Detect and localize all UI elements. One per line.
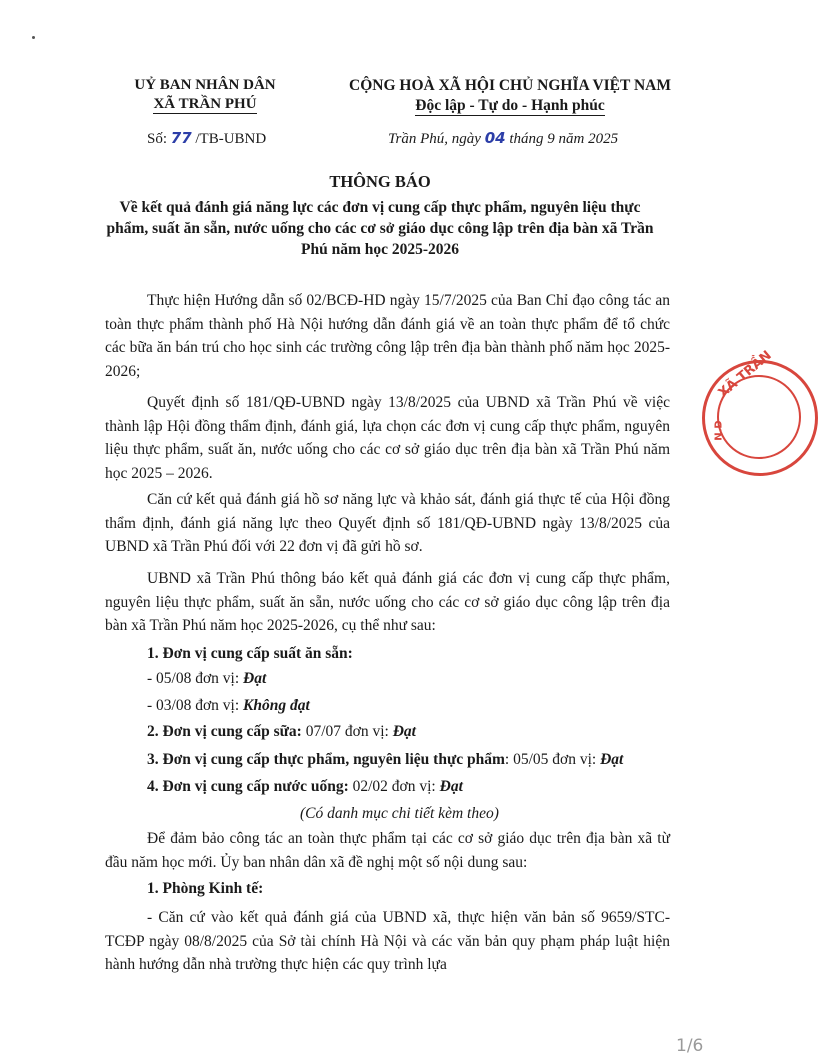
section-1-heading: 1. Phòng Kinh tế: — [147, 880, 264, 897]
paragraph-5: Để đảm bảo công tác an toàn thực phẩm tại các cơ sở giáo dục trên địa bàn xã từ đầu năm học mới. Ủy ban nhân dân xã đề nghị một số nội dung sau: — [105, 830, 670, 871]
result-4-status: Đạt — [439, 778, 463, 795]
seal-code: N.D — [713, 420, 725, 441]
result-1a-status: Đạt — [243, 670, 267, 687]
document-date — [388, 129, 618, 148]
result-3-heading: 3. Đơn vị cung cấp thực phẩm, nguyên liệu thực phẩm — [147, 751, 505, 768]
result-1b-count: - 03/08 đơn vị: — [147, 697, 240, 714]
result-1b-status: Không đạt — [243, 697, 310, 714]
result-item-3 — [147, 751, 623, 769]
result-1a-count: - 05/08 đơn vị: — [147, 670, 240, 687]
date-prefix: Trần Phú, ngày — [388, 131, 481, 147]
attachment-note: (Có danh mục chi tiết kèm theo) — [300, 805, 499, 822]
seal-text: XÃ TRẦN — [715, 348, 775, 401]
date-suffix: tháng 9 năm 2025 — [509, 131, 619, 147]
paragraph-2: Quyết định số 181/QĐ-UBND ngày 13/8/2025 của UBND xã Trần Phú về việc thành lập Hội đồng thẩm định, đánh giá, lựa chọn các đơn vị cung cấp thực phẩm, nguyên liệu thực phẩm, suất ăn, nước uống cho các cơ sở giáo dục trên địa bàn xã Trần Phú năm học 2025 – 2026. — [105, 394, 670, 482]
scan-speck — [32, 36, 35, 39]
number-prefix: Số: — [147, 131, 168, 147]
document-subtitle: Về kết quả đánh giá năng lực các đơn vị cung cấp thực phẩm, nguyên liệu thực phẩm, suất ăn sẵn, nước uống cho các cơ sở giáo dục công lập trên địa bàn xã Trần Phú năm học 2025-2026 — [106, 199, 654, 258]
official-seal — [702, 348, 818, 476]
result-2-heading: 2. Đơn vị cung cấp sữa: — [147, 723, 302, 740]
nation-line1: CỘNG HOÀ XÃ HỘI CHỦ NGHĨA VIỆT NAM — [349, 77, 671, 94]
issuing-agency — [100, 76, 310, 114]
result-3-status: Đạt — [600, 751, 624, 768]
result-2-count: 07/07 đơn vị: — [305, 723, 389, 740]
number-suffix: /TB-UBND — [195, 131, 267, 147]
page-indicator: 1/6 — [676, 1036, 704, 1056]
document-number — [147, 129, 266, 148]
result-item-2 — [147, 723, 416, 741]
handwritten-day: 04 — [484, 129, 506, 147]
agency-line1: UỶ BAN NHÂN DÂN — [134, 77, 276, 93]
handwritten-number: 77 — [170, 129, 192, 147]
result-item-1-heading: 1. Đơn vị cung cấp suất ăn sẵn: — [147, 645, 353, 662]
result-4-count: 02/02 đơn vị: — [352, 778, 436, 795]
result-3-count: : 05/05 đơn vị: — [504, 751, 597, 768]
paragraph-3: Căn cứ kết quả đánh giá hồ sơ năng lực và khảo sát, đánh giá thực tế của Hội đồng thẩm định, đánh giá năng lực theo Quyết định số 181/QĐ-UBND ngày 13/8/2025 của UBND xã Trần Phú đối với 22 đơn vị đã gửi hồ sơ. — [105, 491, 670, 555]
agency-line2: XÃ TRẦN PHÚ — [153, 96, 257, 112]
national-motto — [330, 76, 690, 116]
document-title: THÔNG BÁO — [329, 172, 431, 191]
paragraph-4: UBND xã Trần Phú thông báo kết quả đánh giá các đơn vị cung cấp thực phẩm, nguyên liệu thực phẩm, suất ăn sẵn, nước uống cho các cơ sở giáo dục công lập trên địa bàn xã Trần Phú năm học 2025-2026, cụ thể như sau: — [105, 570, 670, 634]
result-2-status: Đạt — [392, 723, 416, 740]
result-item-1a — [147, 670, 266, 688]
result-4-heading: 4. Đơn vị cung cấp nước uống: — [147, 778, 349, 795]
paragraph-1: Thực hiện Hướng dẫn số 02/BCĐ-HD ngày 15/7/2025 của Ban Chỉ đạo công tác an toàn thực phẩm thành phố Hà Nội hướng dẫn đánh giá về an toàn thực phẩm để tổ chức các bữa ăn bán trú cho học sinh các trường công lập trên địa bàn thành phố năm học 2025-2026; — [105, 292, 670, 380]
paragraph-6: - Căn cứ vào kết quả đánh giá của UBND xã, thực hiện văn bản số 9659/STC-TCĐP ngày 08/8/2025 của Sở tài chính Hà Nội và các văn bản quy phạm pháp luật hiện hành hướng dẫn nhà trường thực hiện các quy trình lựa — [105, 909, 670, 973]
nation-line2: Độc lập - Tự do - Hạnh phúc — [415, 97, 605, 114]
result-item-1b — [147, 697, 310, 715]
result-item-4 — [147, 778, 463, 796]
